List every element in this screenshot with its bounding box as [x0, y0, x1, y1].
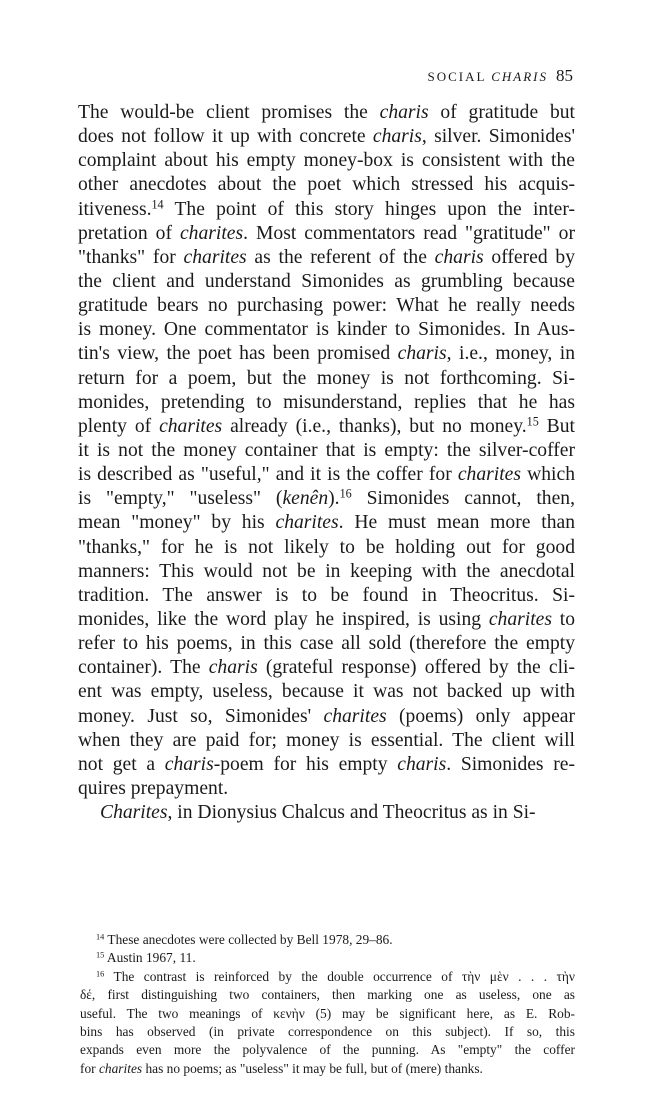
- body-line: [78, 342, 575, 366]
- italic-term: charis: [379, 102, 429, 123]
- body-line: [78, 632, 575, 656]
- text-run: gratitude bears no purchasing power: What he really needs: [78, 295, 575, 317]
- text-run: . Most commentators read "gratitude" or: [243, 222, 575, 244]
- text-run: pretation of: [78, 222, 180, 244]
- italic-term: charis: [397, 343, 447, 365]
- text-run: monides, pretending to misunderstand, replies that he has: [78, 391, 575, 413]
- italic-term: charites: [183, 246, 247, 268]
- text-run: manners: This would not be in keeping with the anecdotal: [78, 560, 575, 582]
- text-run: useful. The two meanings of κενὴν (5) may be significant here, as E. Rob-: [80, 1005, 575, 1021]
- italic-term: charites: [323, 705, 387, 727]
- body-line: [78, 753, 575, 777]
- text-run: other anecdotes about the poet which stressed his acquis-: [78, 174, 575, 196]
- text-run: it is not the money container that is empty: the silver-coffer: [78, 439, 575, 461]
- footnote-line: [80, 986, 575, 1004]
- body-line: [78, 222, 575, 246]
- body-text: [78, 101, 575, 825]
- text-run: offered by: [483, 246, 575, 268]
- text-run: is money. One commentator is kinder to Simonides. In Aus-: [78, 319, 575, 341]
- italic-term: charis: [208, 657, 258, 679]
- body-line: [78, 487, 575, 511]
- body-line: [78, 367, 575, 391]
- body-line: [78, 391, 575, 415]
- italic-term: charites: [179, 222, 244, 244]
- text-run: monides, like the word play he inspired, is using: [78, 608, 489, 630]
- text-run: ).: [328, 488, 340, 510]
- text-run: Austin 1967, 11.: [104, 950, 196, 966]
- text-run: The contrast is reinforced by the double occurrence of τὴν μὲν . . . τὴν: [104, 968, 575, 984]
- text-run: not get a: [78, 753, 165, 775]
- text-run: (grateful response) offered by the cli-: [257, 657, 575, 679]
- text-run: container). The: [78, 657, 209, 679]
- body-line: [78, 801, 575, 825]
- italic-term: charites: [159, 415, 223, 437]
- body-line: [78, 125, 575, 149]
- footnote-line: [80, 949, 575, 967]
- text-run: δέ, first distinguishing two containers, then marking one as useless, one as: [80, 987, 575, 1003]
- text-run: These anecdotes were collected by Bell 1978, 29–86.: [104, 932, 393, 947]
- footnotes: [80, 931, 575, 1078]
- text-run: itiveness.: [78, 198, 152, 220]
- text-run: But: [538, 415, 575, 437]
- text-run: plenty of: [78, 415, 160, 437]
- text-run: when they are paid for; money is essential. The client will: [78, 729, 575, 751]
- text-run: quires prepayment.: [78, 777, 229, 799]
- text-run: which: [520, 464, 575, 486]
- footnote-marker: 16: [96, 969, 105, 979]
- body-line: [78, 777, 575, 801]
- text-run: to: [551, 608, 576, 630]
- text-run: tradition. The answer is to be found in Theocritus. Si-: [78, 584, 575, 606]
- text-run: "thanks," for he is not likely to be holding out for good: [78, 536, 575, 558]
- italic-term: kenên: [282, 488, 329, 510]
- body-line: [78, 608, 575, 632]
- italic-term: charites: [457, 464, 521, 486]
- text-run: The point of this story hinges upon the inter-: [163, 198, 575, 220]
- body-line: [78, 536, 575, 560]
- text-run: of gratitude but: [428, 102, 575, 123]
- running-head-title-italic: CHARIS: [491, 69, 548, 84]
- text-run: complaint about his empty money-box is consistent with the: [78, 150, 575, 172]
- body-line: [78, 439, 575, 463]
- text-run: refer to his poems, in this case all sold (therefore the empty: [78, 633, 575, 655]
- footnote-line: [80, 931, 575, 949]
- text-run: is "empty," "useless" (: [78, 488, 283, 510]
- body-line: [78, 584, 575, 608]
- italic-term: charites: [488, 608, 552, 630]
- text-run: , in Dionysius Chalcus and Theocritus as in Si-: [167, 802, 536, 824]
- text-run: as the referent of the: [246, 246, 435, 268]
- text-run: "thanks" for: [78, 246, 184, 268]
- body-line: [78, 705, 575, 729]
- text-run: does not follow it up with concrete: [78, 126, 373, 148]
- body-line: [78, 415, 575, 439]
- text-run: . Simonides re-: [446, 753, 575, 775]
- text-run: , silver. Simonides': [421, 126, 575, 148]
- body-line: [78, 149, 575, 173]
- text-run: The would-be client promises the: [78, 102, 380, 123]
- text-run: -poem for his empty: [213, 753, 398, 775]
- text-run: ent was empty, useless, because it was not backed up with: [78, 681, 575, 703]
- text-run: . He must mean more than: [338, 512, 575, 534]
- footnote-line: [80, 1041, 575, 1059]
- text-run: already (i.e., thanks), but no money.: [222, 415, 527, 437]
- body-line: [78, 729, 575, 753]
- body-line: [78, 101, 575, 125]
- text-run: is described as "useful," and it is the coffer for: [78, 464, 458, 486]
- italic-term: charis: [397, 753, 447, 775]
- text-run: Simonides cannot, then,: [351, 488, 575, 510]
- footnote-marker: 15: [96, 950, 105, 960]
- text-run: , i.e., money, in: [446, 343, 576, 365]
- running-head: [428, 66, 574, 86]
- italic-term: charites: [98, 1060, 143, 1076]
- text-run: mean "money" by his: [78, 512, 276, 534]
- text-run: has no poems; as "useless" it may be full, but of (mere) thanks.: [142, 1060, 483, 1076]
- text-run: (poems) only appear: [386, 705, 575, 727]
- footnote-marker: 14: [151, 196, 164, 211]
- body-line: [78, 318, 575, 342]
- body-line: [78, 560, 575, 584]
- text-run: for: [80, 1060, 99, 1076]
- text-run: return for a poem, but the money is not forthcoming. Si-: [78, 367, 575, 389]
- body-line: [78, 294, 575, 318]
- running-head-title: [428, 69, 549, 84]
- italic-term: Charites: [100, 802, 168, 824]
- body-line: [78, 246, 575, 270]
- text-run: tin's view, the poet has been promised: [78, 343, 398, 365]
- footnote-marker: 14: [96, 932, 105, 942]
- body-line: [78, 270, 575, 294]
- text-run: money. Just so, Simonides': [78, 705, 324, 727]
- text-run: bins has observed (in private correspondence on this subject). If so, this: [80, 1023, 575, 1039]
- page-number: 85: [556, 66, 573, 85]
- italic-term: charites: [275, 512, 339, 534]
- footnote-line: [80, 1005, 575, 1023]
- italic-term: charis: [372, 126, 422, 148]
- footnote-marker: 16: [339, 486, 352, 501]
- body-line: [78, 198, 575, 222]
- footnote-line: [80, 1060, 575, 1078]
- body-line: [78, 463, 575, 487]
- body-line: [78, 511, 575, 535]
- footnote-line: [80, 1023, 575, 1041]
- body-line: [78, 680, 575, 704]
- footnote-marker: 15: [526, 414, 539, 429]
- footnote-line: [80, 968, 575, 986]
- italic-term: charis: [164, 753, 214, 775]
- body-line: [78, 173, 575, 197]
- text-run: expands even more the polyvalence of the punning. As "empty" the coffer: [80, 1042, 575, 1058]
- italic-term: charis: [434, 246, 484, 268]
- running-head-title-roman: SOCIAL: [427, 69, 492, 84]
- body-line: [78, 656, 575, 680]
- text-run: the client and understand Simonides as grumbling because: [78, 270, 575, 292]
